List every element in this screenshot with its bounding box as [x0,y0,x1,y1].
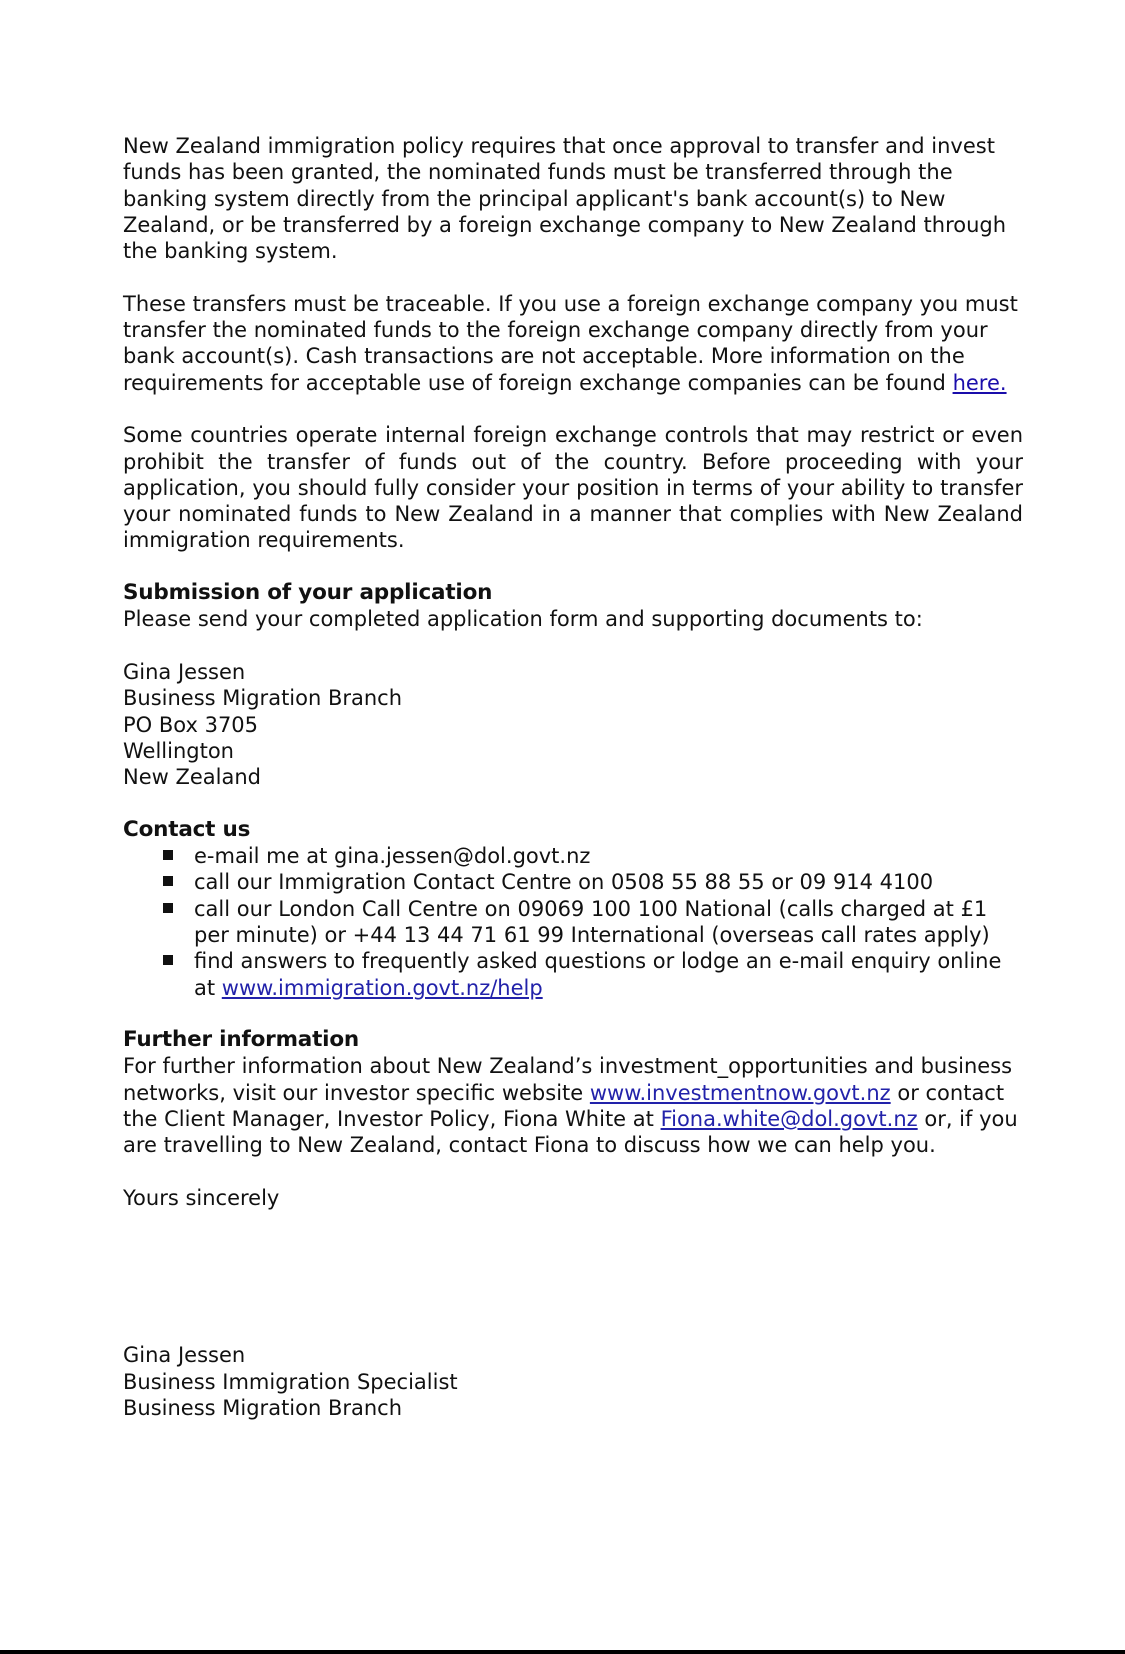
signature-branch: Business Migration Branch [123,1396,403,1421]
square-bullet-icon [163,955,173,965]
further-info-heading: Further information [123,1027,360,1053]
contact-heading: Contact us [123,816,251,842]
list-item [123,869,1023,895]
address-line: Business Migration Branch [123,686,403,711]
signature-name: Gina Jessen [123,1343,246,1368]
contact-centre-text: call our Immigration Contact Centre on 0508 55 88 55 or 09 914 4100 [194,870,934,895]
square-bullet-icon [163,876,173,886]
list-item [123,896,1023,949]
faq-text: find answers to frequently asked questions or lodge an e-mail enquiry online at [194,949,1002,1000]
here-link[interactable]: here. [952,370,1007,395]
further-info-text: or, if you are travelling to New Zealand, contact Fiona to discuss how we can help you. [123,1106,1018,1158]
signature-title: Business Immigration Specialist [123,1369,458,1394]
square-bullet-icon [163,850,173,860]
investmentnow-link[interactable]: www.investmentnow.govt.nz [589,1080,891,1105]
submission-heading: Submission of your application [123,580,493,606]
submission-intro: Please send your completed application form and supporting documents to: [123,607,923,632]
further-info-text: or contact the Client Manager, Investor Policy, Fiona White at [123,1080,1005,1131]
immigration-help-link[interactable]: www.immigration.govt.nz/help [221,975,543,1000]
fiona-email-link[interactable]: Fiona.white@dol.govt.nz [660,1106,918,1131]
traceable-paragraph [123,291,1023,396]
signature-space [123,1237,1023,1342]
address-line: New Zealand [123,765,261,790]
address-line: PO Box 3705 [123,712,259,737]
exchange-controls-paragraph: Some countries operate internal foreign exchange controls that may restrict or even prohibit the transfer of funds out of the country. Before proceeding with your application, you should fully consider your position in terms of your ability to transfer your nominated funds to New Zealand in a manner that complies with New Zealand immigration requirements. [123,423,1023,553]
london-centre-text: call our London Call Centre on 09069 100 100 National (calls charged at £1 per minute) or +44 13 44 71 61 99 International (overseas call rates apply) [194,896,990,947]
further-info-text: For further information about New Zealand’s investment_opportunities and business networks, visit our investor specific website [123,1054,1013,1105]
list-item [123,843,1023,869]
address-line: Gina Jessen [123,659,246,684]
further-info-section [123,1027,1023,1158]
traceable-text: These transfers must be traceable. If you use a foreign exchange company you must transfer the nominated funds to the foreign exchange company directly from your bank account(s). Cash transactions are not acceptable. More information on the requirements for acceptable use of foreign exchange companies can be found [123,291,1018,395]
policy-paragraph: New Zealand immigration policy requires that once approval to transfer and invest funds has been granted, the nominated funds must be transferred through the banking system directly from the principal applicant's bank account(s) to New Zealand, or be transferred by a foreign exchange company to New Zealand through the banking system. [123,134,1007,264]
contact-list [123,843,1023,1001]
mailing-address [123,659,1023,790]
further-info-paragraph [123,1053,1023,1158]
contact-email-text: e-mail me at gina.jessen@dol.govt.nz [194,844,591,869]
letter-body [123,133,1023,1421]
address-line: Wellington [123,738,234,763]
square-bullet-icon [163,903,173,913]
list-item [123,948,1023,1001]
submission-section [123,580,1023,790]
signature-block [123,1342,1023,1421]
contact-section [123,817,1023,1001]
closing-salutation: Yours sincerely [123,1185,280,1210]
page-bottom-border [0,1650,1125,1654]
